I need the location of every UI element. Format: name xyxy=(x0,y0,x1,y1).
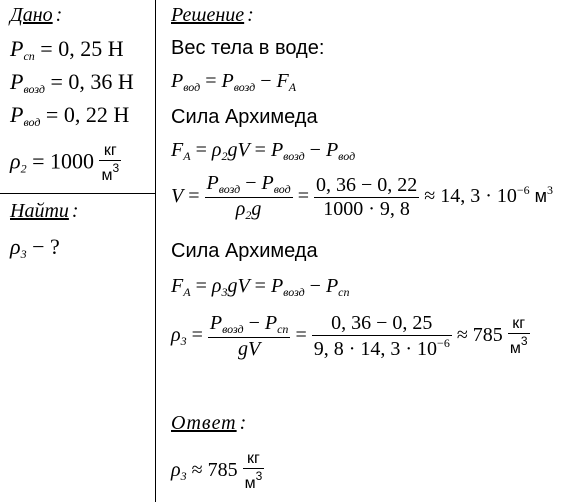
volume-fraction-symbolic: $\frac{P_{возд} - P_{вод}}{\rho_2g}$ xyxy=(206,172,291,222)
archimedes-label-1: Сила Архимеда xyxy=(171,106,318,128)
given-p-vod: $P_{вод} = 0$, 22 Н xyxy=(10,102,130,129)
rho3-fraction-symbolic: $\frac{P_{возд} - P_{сп}}{gV}$ xyxy=(209,312,289,360)
given-title: Дано : xyxy=(10,4,63,26)
rho3-equation: $\rho_3$ = $\frac{P_{возд} - P_{сп}}{gV}$ = $\frac{0, 36 - 0, 25}{9, 8 \cdot 14, 3 \cdot 10^{-6}}$ ≈ 785 $\frac{кг}{м^3}$ xyxy=(171,312,528,360)
weight-equation: $P_{вод} = P_{возд} - F_A$ xyxy=(171,70,297,94)
given-find-divider xyxy=(0,193,155,194)
weight-label: Вес тела в воде: xyxy=(171,37,325,59)
rho3-fraction-numeric: $\frac{0, 36 - 0, 25}{9, 8 \cdot 14, 3 \cdot 10^{-6}}$ xyxy=(313,312,450,360)
solution-title: Решение : xyxy=(171,4,254,26)
volume-fraction-numeric: $\frac{0, 36 - 0, 22}{1000 \cdot 9, 8}$ xyxy=(315,174,418,220)
answer-equation: $\rho_3 \approx 785$ $\frac{кг}{м^3}$ xyxy=(171,450,263,492)
find-rho3: $\rho_3$ − ? xyxy=(10,234,60,261)
find-title: Найти : xyxy=(10,200,79,222)
archimedes-label-2: Сила Архимеда xyxy=(171,240,318,262)
answer-unit: $\frac{кг}{м^3}$ xyxy=(244,450,263,492)
volume-equation: V = $\frac{P_{возд} - P_{вод}}{\rho_2g}$ = $\frac{0, 36 - 0, 22}{1000 \cdot 9, 8}$ ≈ 14, $3 \cdot 10^{-6}$ $м^3$ xyxy=(171,172,554,222)
answer-title: Ответ : xyxy=(171,412,248,434)
vertical-divider xyxy=(155,0,156,502)
archimedes-equation-2: $F_A = \rho_3gV = P_{возд} - P_{сп}$ xyxy=(171,275,350,299)
given-p-vozd: $P_{возд} = 0$, 36 Н xyxy=(10,69,134,96)
rho3-unit: $\frac{кг}{м^3}$ xyxy=(509,315,528,357)
archimedes-equation-1: $F_A = \rho_2gV = P_{возд} - P_{вод}$ xyxy=(171,139,356,163)
given-rho2: $\rho_2 = 1000$ $\frac{кг}{м^3}$ xyxy=(10,142,120,184)
given-rho2-unit: $\frac{кг}{м^3}$ xyxy=(101,142,120,184)
given-p-sp: $P_{сп} = 0$, 25 Н xyxy=(10,36,124,63)
